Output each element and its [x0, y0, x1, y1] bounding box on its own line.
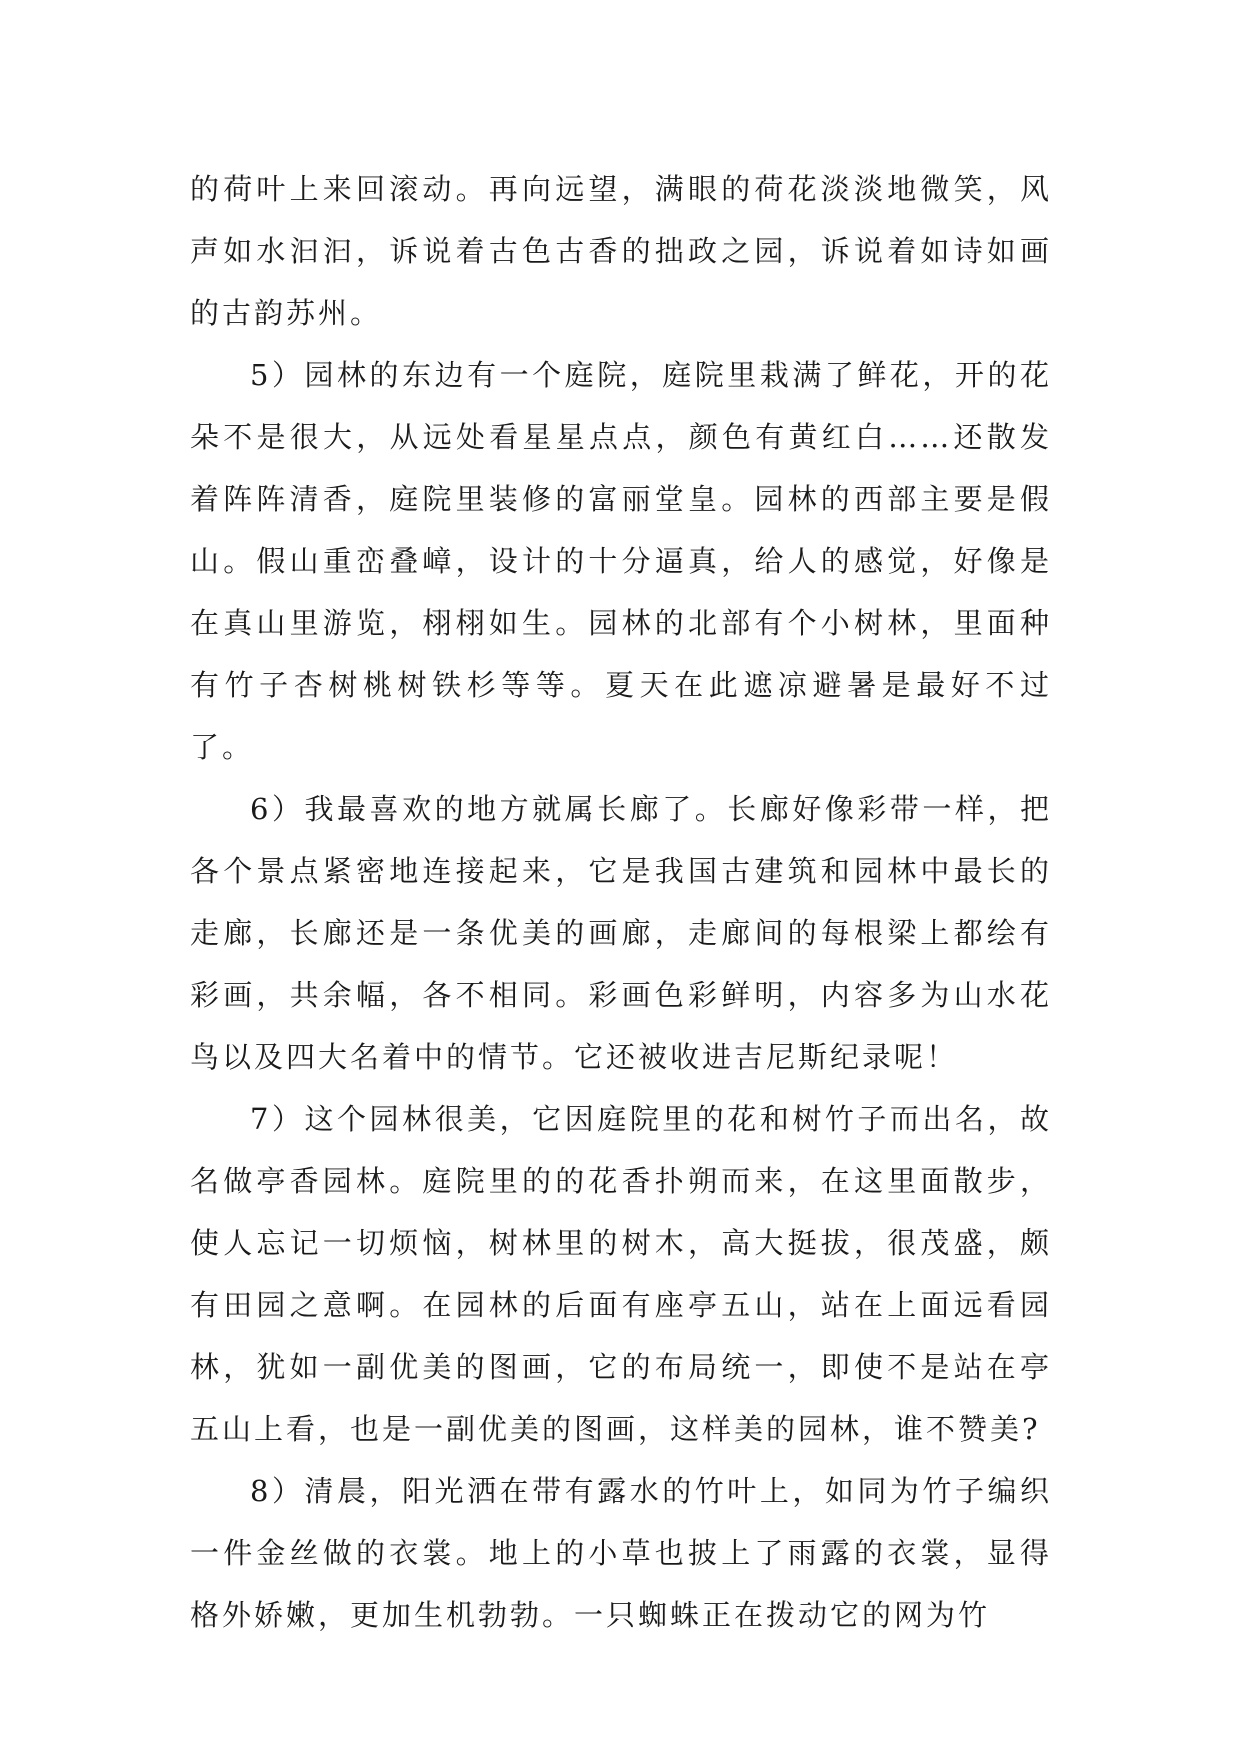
paragraph-8: 8）清晨，阳光洒在带有露水的竹叶上，如同为竹子编织一件金丝做的衣裳。地上的小草也披上了雨露的衣裳，显得格外娇嫩，更加生机勃勃。一只蜘蛛正在拨动它的网为竹 — [190, 1474, 1052, 1632]
paragraph-5: 5）园林的东边有一个庭院，庭院里栽满了鲜花，开的花朵不是很大，从远处看星星点点，颜色有黄红白……还散发着阵阵清香，庭院里装修的富丽堂皇。园林的西部主要是假山。假山重峦叠嶂，设计的十分逼真，给人的感觉，好像是在真山里游览，栩栩如生。园林的北部有个小树林，里面种有竹子杏树桃树铁杉等等。夏天在此遮凉避暑是最好不过了。 — [190, 358, 1052, 764]
paragraph-continuation: 的荷叶上来回滚动。再向远望，满眼的荷花淡淡地微笑，风声如水汩汩，诉说着古色古香的拙政之园，诉说着如诗如画的古韵苏州。 — [190, 172, 1052, 330]
document-body — [190, 158, 1052, 1646]
paragraph-6: 6）我最喜欢的地方就属长廊了。长廊好像彩带一样，把各个景点紧密地连接起来，它是我国古建筑和园林中最长的走廊，长廊还是一条优美的画廊，走廊间的每根梁上都绘有彩画，共余幅，各不相同。彩画色彩鲜明，内容多为山水花鸟以及四大名着中的情节。它还被收进吉尼斯纪录呢！ — [190, 792, 1052, 1074]
paragraph-7: 7）这个园林很美，它因庭院里的花和树竹子而出名，故名做亭香园林。庭院里的的花香扑朔而来，在这里面散步，使人忘记一切烦恼，树林里的树木，高大挺拔，很茂盛，颇有田园之意啊。在园林的后面有座亭五山，站在上面远看园林，犹如一副优美的图画，它的布局统一，即使不是站在亭五山上看，也是一副优美的图画，这样美的园林，谁不赞美? — [190, 1102, 1052, 1446]
